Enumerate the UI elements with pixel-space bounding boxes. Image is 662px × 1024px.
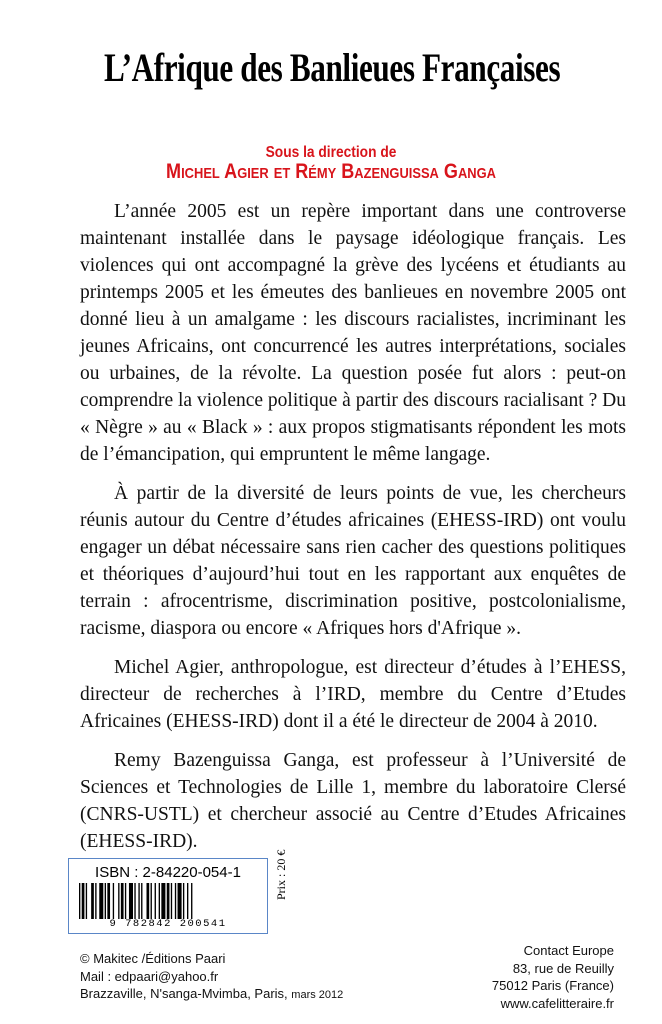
publication-date: mars 2012 (291, 989, 344, 1001)
barcode-bar (91, 883, 94, 919)
barcode-bar (147, 883, 150, 919)
barcode-bar (121, 883, 124, 919)
isbn: ISBN : 2-84220-054-1 (95, 864, 241, 881)
contact-europe (492, 942, 614, 1012)
publisher-address-line (80, 985, 343, 1005)
contact-website: www.cafelitteraire.fr (500, 995, 614, 1011)
publisher-address: Brazzaville, N'sanga-Mvimba, Paris, (80, 986, 288, 1001)
price: Prix : 20 € (274, 849, 288, 900)
barcode-bar (175, 883, 176, 919)
direction-label: Sous la direction de (265, 144, 397, 161)
publisher-info (80, 950, 343, 1005)
barcode-bar (95, 883, 96, 919)
barcode-bar (159, 883, 160, 919)
paragraph: L’année 2005 est un repère important dans une controverse maintenant installée dans le paysage idéologique français. Les violences qui ont accompagné la grève des lycéens et étudiants au printemps 2005 et les émeutes des banlieues en novembre 2005 ont donné lieu à un amalgame : les discours racialistes, incriminant les jeunes Africains, ont concurrencé les autres interprétations, sociales ou urbaines, de la révolte. La question posée fut alors : peut-on comprendre la violence politique à partir des discours racialisant ? Du « Nègre » au « Black » : aux propos stigmatisants répondent les mots de l’émancipation, qui empruntent le même langage. (80, 201, 626, 465)
barcode-bar (167, 883, 170, 919)
barcode-bar (105, 883, 106, 919)
barcode-bar (79, 883, 80, 919)
barcode-bar (138, 883, 139, 919)
book-title: L’Afrique des Banlieues Françaises (104, 45, 561, 90)
barcode-bar (107, 883, 110, 919)
barcode-icon (79, 883, 257, 919)
barcode-bar (99, 883, 103, 919)
contact-title: Contact Europe (523, 943, 614, 958)
barcode-bar (82, 883, 85, 919)
paragraph: À partir de la diversité de leurs points de vue, les chercheurs réunis autour du Centre d’études africaines (EHESS-IRD) ont voulu engager un débat nécessaire sans rien cacher des questions politiques et théoriques d’aujourd’hui tout en les rapportant aux enquêtes de terrain : afrocentrisme, discrimination positive, postcolonialisme, racisme, diaspora ou encore « Afriques hors d'Afrique ». (80, 483, 626, 639)
barcode-bar (141, 883, 142, 919)
barcode-bar (151, 883, 152, 919)
barcode-bar (171, 883, 172, 919)
barcode-bar (183, 883, 184, 919)
paragraph: Remy Bazenguissa Ganga, est professeur à l’Université de Sciences et Technologies de Lille 1, membre du laboratoire Clersé (CNRS-USTL) et chercheur associé au Centre d’Etudes Africaines (EHESS-IRD). (80, 750, 626, 852)
authors: Michel Agier et Rémy Bazenguissa Ganga (166, 160, 496, 183)
barcode-digits: 9 782842 200541 (109, 918, 227, 930)
barcode-bar (86, 883, 87, 919)
blurb (80, 198, 626, 867)
barcode-bar (129, 883, 133, 919)
barcode-box (68, 858, 268, 934)
barcode-bar (134, 883, 135, 919)
contact-city: 75012 Paris (France) (491, 978, 614, 993)
publisher-mail: Mail : edpaari@yahoo.fr (80, 968, 219, 984)
barcode-bar (187, 883, 188, 919)
barcode-bar (113, 883, 114, 919)
paragraph: Michel Agier, anthropologue, est directeur d’études à l’EHESS, directeur de recherches à l’IRD, membre du Centre d’Etudes Africaines (EHESS-IRD) dont il a été le directeur de 2004 à 2010. (80, 657, 626, 732)
barcode-bar (191, 883, 192, 919)
barcode-bar (161, 883, 165, 919)
publisher-name: © Makitec /Éditions Paari (80, 951, 226, 966)
contact-street: 83, rue de Reuilly (512, 960, 614, 976)
barcode-bar (178, 883, 182, 919)
barcode-bar (155, 883, 156, 919)
barcode-bar (118, 883, 119, 919)
barcode-bar (125, 883, 126, 919)
